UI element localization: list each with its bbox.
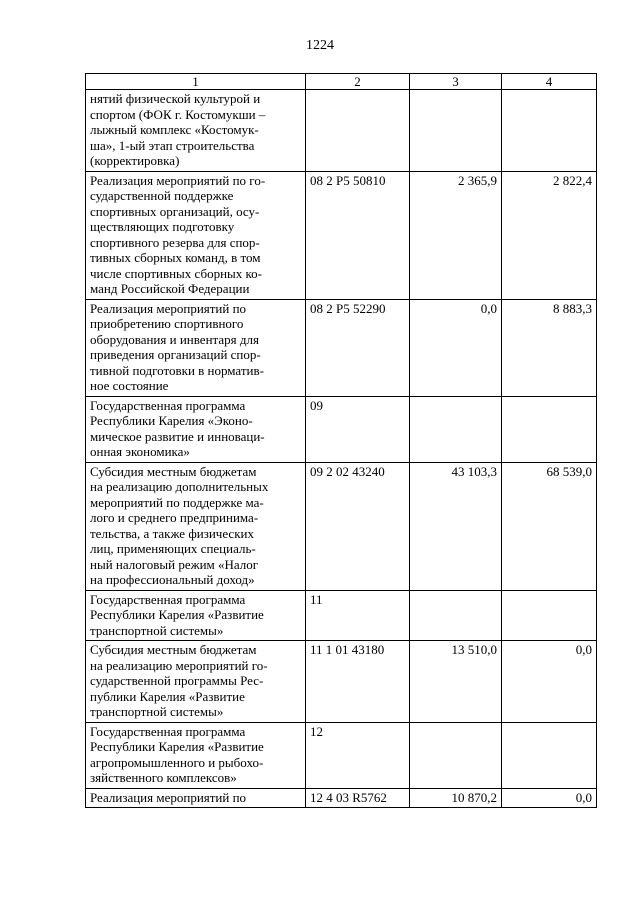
- row-value-3-cell: [410, 722, 502, 788]
- row-name-cell: Субсидия местным бюджетам на реализацию дополнительных мероприятий по поддержке ма- лого и среднего предпринима- тельства, а также физических лиц, применяющих специаль- ный налоговый режим «Налог на профессиональный доход»: [86, 462, 306, 590]
- row-value-3-cell: [410, 90, 502, 172]
- row-value-4-cell: [502, 396, 597, 462]
- row-name-cell: Государственная программа Республики Карелия «Эконо- мическое развитие и инноваци- онная экономика»: [86, 396, 306, 462]
- row-name-cell: Государственная программа Республики Карелия «Развитие агропромышленного и рыбохо- зяйственного комплексов»: [86, 722, 306, 788]
- table-row: [86, 171, 597, 299]
- row-value-4-cell: [502, 590, 597, 641]
- row-name-cell: Реализация мероприятий по го- сударственной поддержке спортивных организаций, осу- ществляющих подготовку спортивного резерва для спор- тивных сборных команд, в том числе спортивных сборных ко- манд Российской Федерации: [86, 171, 306, 299]
- table-row: [86, 641, 597, 723]
- row-value-4-cell: 68 539,0: [502, 462, 597, 590]
- row-value-3-cell: 43 103,3: [410, 462, 502, 590]
- row-name-cell: Реализация мероприятий по: [86, 788, 306, 808]
- table-row: [86, 590, 597, 641]
- row-name-cell: Реализация мероприятий по приобретению спортивного оборудования и инвентаря для приведения организаций спор- тивной подготовки в норматив- ное состояние: [86, 299, 306, 396]
- table-row: [86, 722, 597, 788]
- table-row: [86, 462, 597, 590]
- row-name-cell: Государственная программа Республики Карелия «Развитие транспортной системы»: [86, 590, 306, 641]
- table-row: [86, 299, 597, 396]
- row-value-4-cell: 0,0: [502, 641, 597, 723]
- row-code-cell: 12: [306, 722, 410, 788]
- page-number: 1224: [306, 38, 334, 53]
- row-value-3-cell: 10 870,2: [410, 788, 502, 808]
- row-value-4-cell: 2 822,4: [502, 171, 597, 299]
- row-code-cell: 09: [306, 396, 410, 462]
- table-row: [86, 788, 597, 808]
- row-name-cell: нятий физической культурой и спортом (ФОК г. Костомукши – лыжный комплекс «Костомук- ша», 1-ый этап строительства (корректировка): [86, 90, 306, 172]
- row-code-cell: 11: [306, 590, 410, 641]
- table-header-row: [86, 74, 597, 90]
- row-code-cell: 08 2 P5 52290: [306, 299, 410, 396]
- row-code-cell: [306, 90, 410, 172]
- row-value-3-cell: 2 365,9: [410, 171, 502, 299]
- row-value-3-cell: [410, 590, 502, 641]
- row-value-3-cell: 0,0: [410, 299, 502, 396]
- row-value-4-cell: 8 883,3: [502, 299, 597, 396]
- row-code-cell: 08 2 P5 50810: [306, 171, 410, 299]
- row-value-3-cell: 13 510,0: [410, 641, 502, 723]
- row-value-4-cell: 0,0: [502, 788, 597, 808]
- budget-table: [85, 73, 597, 808]
- row-value-3-cell: [410, 396, 502, 462]
- table-row: [86, 396, 597, 462]
- row-name-cell: Субсидия местным бюджетам на реализацию мероприятий го- сударственной программы Рес- публики Карелия «Развитие транспортной системы»: [86, 641, 306, 723]
- row-value-4-cell: [502, 722, 597, 788]
- row-value-4-cell: [502, 90, 597, 172]
- row-code-cell: 09 2 02 43240: [306, 462, 410, 590]
- table-row: [86, 90, 597, 172]
- column-header-2: 2: [306, 74, 410, 90]
- column-header-3: 3: [410, 74, 502, 90]
- column-header-1: 1: [86, 74, 306, 90]
- row-code-cell: 12 4 03 R5762: [306, 788, 410, 808]
- column-header-4: 4: [502, 74, 597, 90]
- row-code-cell: 11 1 01 43180: [306, 641, 410, 723]
